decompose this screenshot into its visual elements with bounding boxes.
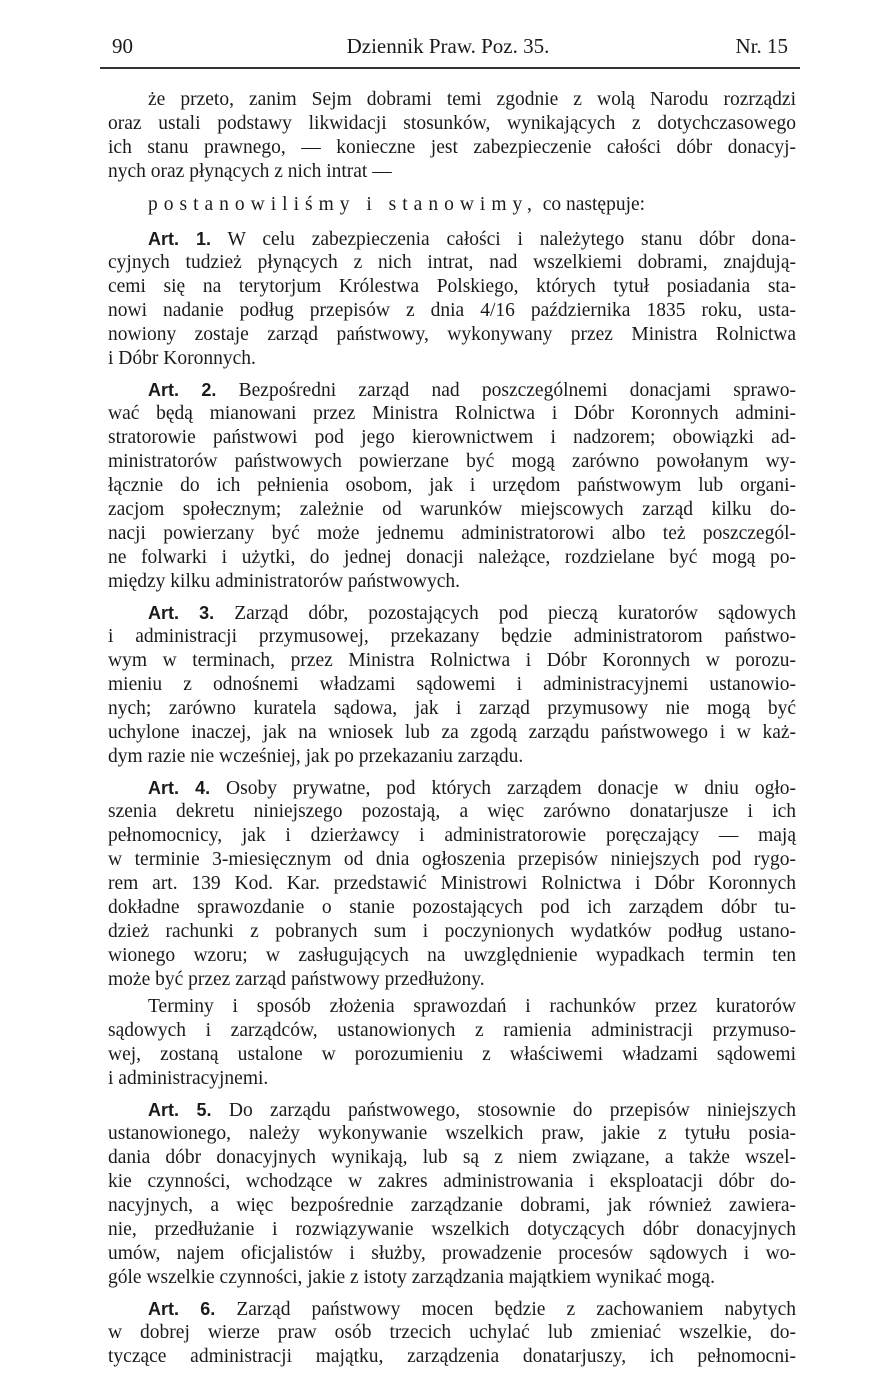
text-line: [108, 251, 796, 275]
line-text: Bezpośredni zarząd nad poszczególnemi donacjami sprawo-: [238, 380, 797, 401]
line-text: zacjom społecznym; zależnie od warunków miejscowych zarząd kilku do-: [108, 499, 796, 520]
page-number: 90: [112, 34, 133, 58]
line-text: rem art. 139 Kod. Kar. przedstawić Ministrowi Rolnictwa i Dóbr Koronnych: [108, 873, 796, 894]
text-line: [108, 227, 796, 251]
preamble-paragraph: [108, 88, 796, 184]
line-text: nacji powierzany być może jednemu administratorowi albo też poszczegól-: [108, 523, 796, 544]
article-2: [108, 378, 796, 594]
line-text: dym razie nie wcześniej, jak po przekazaniu zarządu.: [108, 746, 524, 767]
text-line: [108, 848, 796, 872]
text-line: [108, 896, 796, 920]
text-line: [108, 625, 796, 649]
article-paragraph: [108, 776, 796, 992]
decree-formula: [108, 191, 796, 219]
text-line: [108, 112, 796, 136]
article-label: Art. 2.: [148, 380, 217, 400]
text-line: [108, 347, 796, 371]
line-text: w dobrej wierze praw osób trzecich uchylać lub zmieniać wszelkie, do-: [108, 1322, 796, 1343]
text-line: [108, 721, 796, 745]
text-line: [108, 522, 796, 546]
text-line: [108, 1019, 796, 1043]
text-line: [108, 1122, 796, 1146]
line-text: Terminy i sposób złożenia sprawozdań i rachunków przez kuratorów: [148, 996, 796, 1017]
line-text: tyczące administracji majątku, zarządzenia donatarjuszy, ich pełnomocni-: [108, 1346, 796, 1367]
article-5: [108, 1098, 796, 1290]
article-1: [108, 227, 796, 371]
article-paragraph: [108, 378, 796, 594]
text-line: [108, 824, 796, 848]
decree-rest: co następuje:: [542, 194, 646, 215]
text-line: [108, 1242, 796, 1266]
line-text: dania dóbr donacyjnych wynikają, lub są z niem związane, a także wszel-: [108, 1147, 796, 1168]
line-text: szenia dekretu niniejszego pozostają, a więc zarówno donatarjusze i ich: [108, 801, 796, 822]
line-text: wej, zostaną ustalone w porozumieniu z właściwemi władzami sądowemi: [108, 1044, 796, 1065]
line-text: dokładne sprawozdanie o stanie pozostających pod ich zarządem dóbr tu-: [108, 897, 796, 918]
text-line: [108, 800, 796, 824]
text-line: [108, 745, 796, 769]
article-paragraph: [108, 1098, 796, 1290]
journal-title: Dziennik Praw. Poz. 35.: [346, 34, 550, 58]
text-line: [108, 601, 796, 625]
text-line: [108, 776, 796, 800]
line-text: cemi się na terytorjum Królestwa Polskiego, których tytuł posiadania sta-: [108, 276, 796, 297]
text-line: [108, 88, 796, 112]
article-label: Art. 5.: [148, 1100, 212, 1120]
text-line: [108, 426, 796, 450]
text-line: [108, 1043, 796, 1067]
line-text: wym w terminach, przez Ministra Rolnictwa i Dóbr Koronnych w porozu-: [108, 650, 796, 671]
article-3: [108, 601, 796, 769]
line-text: góle wszelkie czynności, jakie z istoty zarządzania majątkiem wynikać mogą.: [108, 1267, 715, 1288]
line-text: nowi nadanie podług przepisów z dnia 4/16 października 1835 roku, usta-: [108, 300, 796, 321]
text-line: [108, 968, 796, 992]
text-line: [108, 673, 796, 697]
line-text: cyjnych tudzież płynących z nich intrat, nad wszelkiemi dobrami, znajdują-: [108, 252, 796, 273]
text-line: [108, 378, 796, 402]
line-text: łącznie do ich pełnienia osobom, jak i urzędom państwowym lub organi-: [108, 475, 796, 496]
line-text: ne folwarki i użytki, do jednej donacji należące, rozdzielane być mogą po-: [108, 547, 796, 568]
line-text: dzież rachunki z pobranych sum i poczynionych wydatków podług ustano-: [108, 921, 796, 942]
line-text: nacyjnych, a więc bezpośrednie zarządzanie dobrami, jak również zawiera-: [108, 1195, 796, 1216]
article-paragraph: [108, 995, 796, 1091]
text-line: [108, 872, 796, 896]
line-text: Osoby prywatne, pod których zarządem donacje w dniu ogło-: [226, 778, 797, 799]
header-rule: [100, 67, 800, 69]
articles: [108, 227, 796, 1369]
text-line: [108, 498, 796, 522]
text-line: [108, 402, 796, 426]
article-paragraph: [108, 227, 796, 371]
issue-number: Nr. 15: [735, 34, 788, 58]
text-line: [108, 323, 796, 347]
decree-spaced: postanowiliśmy i stanowimy,: [148, 194, 538, 215]
line-text: Zarząd państwowy mocen będzie z zachowaniem nabytych: [236, 1299, 796, 1320]
line-text: sądowych i zarządców, ustanowionych z ramienia administracji przymuso-: [108, 1020, 796, 1041]
line-text: może być przez zarząd państwowy przedłużony.: [108, 969, 485, 990]
line-text: nych; zarówno kuratela sądowa, jak i zarząd przymusowy nie mogą być: [108, 698, 796, 719]
text-line: [108, 920, 796, 944]
article-6: [108, 1297, 796, 1369]
line-text: nych oraz płynących z nich intrat —: [108, 161, 392, 182]
text-line: [108, 1067, 796, 1091]
text-line: [108, 136, 796, 160]
text-line: [108, 1218, 796, 1242]
article-label: Art. 6.: [148, 1299, 216, 1319]
line-text: umów, najem oficjalistów i służby, prowadzenie procesów sądowych i wo-: [108, 1243, 796, 1264]
text-line: [108, 1170, 796, 1194]
text-line: [108, 1297, 796, 1321]
article-label: Art. 4.: [148, 778, 211, 798]
page-header: [108, 34, 788, 64]
text-line: [108, 944, 796, 968]
line-text: uchylone inaczej, jak na wniosek lub za zgodą zarządu państwowego i w każ-: [108, 722, 796, 743]
line-text: wionego wzoru; w zasługujących na uwzględnienie wypadkach termin ten: [108, 945, 796, 966]
text-line: [108, 1266, 796, 1290]
line-text: W celu zabezpieczenia całości i należytego stanu dóbr dona-: [227, 229, 797, 250]
text-line: [108, 570, 796, 594]
line-text: mieniu z odnośnemi władzami sądowemi i administracyjnemi ustanowio-: [108, 674, 796, 695]
line-text: między kilku administratorów państwowych.: [108, 571, 461, 592]
line-text: i administracyjnemi.: [108, 1068, 269, 1089]
line-text: że przeto, zanim Sejm dobrami temi zgodnie z wolą Narodu rozrządzi: [148, 89, 796, 110]
line-text: nowiony zostaje zarząd państwowy, wykonywany przez Ministra Rolnictwa: [108, 324, 796, 345]
line-text: Do zarządu państwowego, stosownie do przepisów niniejszych: [228, 1100, 796, 1121]
text-line: [108, 546, 796, 570]
line-text: Zarząd dóbr, pozostających pod pieczą kuratorów sądowych: [234, 603, 796, 624]
line-text: ministratorów państwowych powierzane być mogą zarówno powołanym wy-: [108, 451, 796, 472]
text-line: [108, 1345, 796, 1369]
line-text: stratorowie państwowi pod jego kierownictwem i nadzorem; obowiązki ad-: [108, 427, 796, 448]
text-line: [108, 275, 796, 299]
text-line: [108, 450, 796, 474]
line-text: ustanowionego, należy wykonywanie wszelkich praw, jakie z tytułu posia-: [108, 1123, 796, 1144]
document-body: [108, 88, 796, 1376]
text-line: [108, 995, 796, 1019]
line-text: i administracji przymusowej, przekazany będzie administratorom państwo-: [108, 626, 796, 647]
text-line: [108, 1321, 796, 1345]
line-text: oraz ustali podstawy likwidacji stosunków, wynikających z dotychczasowego: [108, 113, 796, 134]
line-text: ich stanu prawnego, — konieczne jest zabezpieczenie całości dóbr donacyj-: [108, 137, 796, 158]
article-label: Art. 1.: [148, 229, 211, 249]
line-text: w terminie 3-miesięcznym od dnia ogłoszenia przepisów niniejszych pod rygo-: [108, 849, 796, 870]
line-text: wać będą mianowani przez Ministra Rolnictwa i Dóbr Koronnych admini-: [108, 403, 796, 424]
text-line: [108, 474, 796, 498]
text-line: [108, 1146, 796, 1170]
line-text: kie czynności, wchodzące w zakres administrowania i eksploatacji dóbr do-: [108, 1171, 796, 1192]
line-text: pełnomocnicy, jak i dzierżawcy i administratorowie poręczający — mają: [108, 825, 796, 846]
article-paragraph: [108, 601, 796, 769]
text-line: [108, 1194, 796, 1218]
article-4: [108, 776, 796, 1091]
line-text: nie, przedłużanie i rozwiązywanie wszelkich dotyczących dóbr donacyjnych: [108, 1219, 796, 1240]
text-line: [108, 160, 796, 184]
line-text: i Dóbr Koronnych.: [108, 348, 256, 369]
text-line: [108, 299, 796, 323]
article-paragraph: [108, 1297, 796, 1369]
text-line: [108, 649, 796, 673]
text-line: [108, 1098, 796, 1122]
text-line: [108, 697, 796, 721]
article-label: Art. 3.: [148, 603, 215, 623]
